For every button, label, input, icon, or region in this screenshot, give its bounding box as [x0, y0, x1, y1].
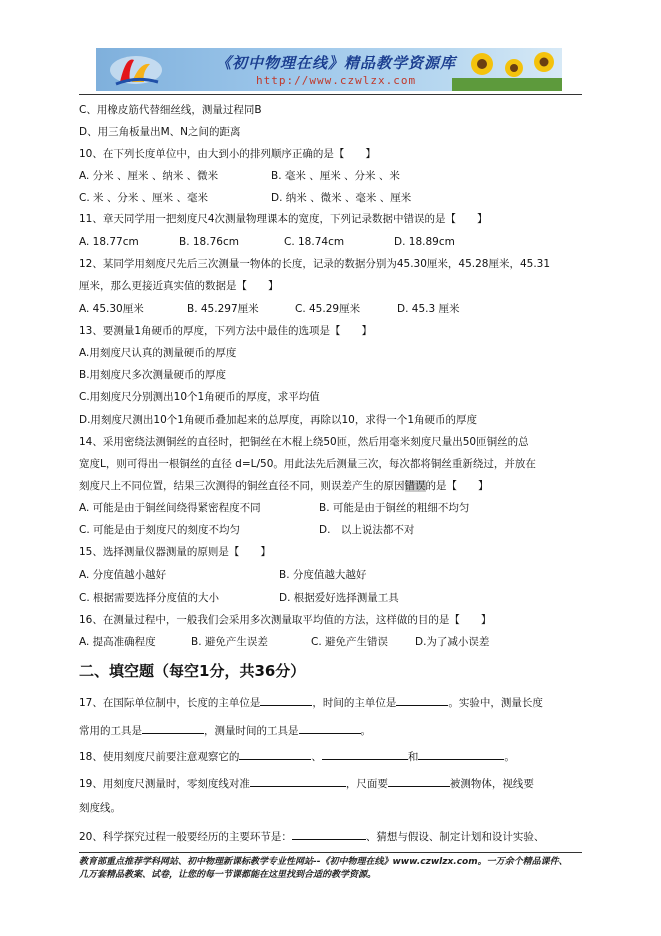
option-d: D.为了减小误差	[415, 636, 490, 648]
footer-line: 几万套精品教案、试卷，让您的每一节课都能在这里找到合适的教学资源。	[79, 870, 377, 880]
footer	[79, 856, 589, 882]
option-b: B. 可能是由于铜丝的粗细不均匀	[319, 502, 470, 514]
option-a: A. 18.77cm	[79, 236, 139, 248]
answer-blank[interactable]	[418, 748, 504, 760]
question-19-cont: 刻度线。	[79, 802, 121, 814]
question-12: 12、某同学用刻度尺先后三次测量一物体的长度，记录的数据分别为45.30厘米，45.28厘米，45.31	[79, 258, 551, 270]
banner-title: 《初中物理在线》精品教学资源库	[216, 54, 457, 72]
answer-blank[interactable]	[299, 722, 361, 734]
option-c: C. 可能是由于刻度尺的刻度不均匀	[79, 524, 241, 536]
option-a: A. 可能是由于铜丝间绕得紧密程度不同	[79, 502, 261, 514]
option-d: D. 45.3 厘米	[397, 303, 460, 315]
header-rule	[79, 94, 582, 95]
header-banner	[96, 48, 562, 91]
text: 20、科学探究过程一般要经历的主要环节是：	[79, 831, 292, 843]
text: ，时间的主单位是	[312, 697, 397, 709]
option-a: A. 提高准确程度	[79, 636, 156, 648]
question-20	[79, 828, 589, 844]
option-b: B.用刻度尺多次测量硬币的厚度	[79, 369, 227, 381]
text: 刻度尺上不同位置，结果三次测得的铜丝直径不同，则误差产生的原因	[79, 480, 405, 492]
option-a: A. 分度值越小越好	[79, 569, 167, 581]
question-11: 11、章天同学用一把刻度尺4次测量物理课本的宽度，下列记录数据中错误的是【 】	[79, 213, 488, 225]
site-logo-icon	[106, 52, 166, 88]
answer-blank[interactable]	[142, 722, 204, 734]
option-b: B. 18.76cm	[179, 236, 239, 248]
text: 常用的工具是	[79, 725, 142, 737]
question-14-cont: 宽度L，则可得出一根铜丝的直径 d=L/50。用此法先后测量三次，每次都将铜丝重新绕过，并放在	[79, 458, 536, 470]
text: 。	[360, 725, 371, 737]
text: 、	[311, 751, 322, 763]
option-b: B. 毫米 、厘米 、分米 、米	[271, 170, 400, 182]
question-10: 10、在下列长度单位中，由大到小的排列顺序正确的是【 】	[79, 148, 376, 160]
question-12-cont: 厘米，那么更接近真实值的数据是【 】	[79, 280, 279, 292]
option-b: B. 避免产生误差	[191, 636, 268, 648]
question-18	[79, 748, 589, 764]
answer-blank[interactable]	[322, 748, 408, 760]
question-15: 15、选择测量仪器测量的原则是【 】	[79, 546, 271, 558]
answer-blank[interactable]	[292, 828, 366, 840]
option-line: C、用橡皮筋代替细丝线，测量过程同B	[79, 104, 262, 116]
answer-blank[interactable]	[239, 748, 311, 760]
question-16: 16、在测量过程中，一般我们会采用多次测量取平均值的方法，这样做的目的是【 】	[79, 614, 492, 626]
question-13: 13、要测量1角硬币的厚度，下列方法中最佳的选项是【 】	[79, 325, 373, 337]
question-17-cont	[79, 722, 589, 738]
option-a: A. 45.30厘米	[79, 303, 144, 315]
option-c: C. 避免产生错误	[311, 636, 389, 648]
text: 被测物体，视线要	[449, 778, 534, 790]
text: ，尺面要	[345, 778, 388, 790]
banner-url[interactable]: http://www.czwlzx.com	[256, 74, 417, 87]
option-b: B. 45.297厘米	[187, 303, 259, 315]
section-heading: 二、填空题（每空1分，共36分）	[79, 662, 306, 680]
question-14: 14、采用密绕法测铜丝的直径时，把铜丝在木棍上绕50匝，然后用毫米刻度尺量出50匝铜丝的总	[79, 436, 529, 448]
option-a: A. 分米 、厘米 、纳米 、微米	[79, 170, 219, 182]
text: 的是【 】	[425, 480, 489, 492]
text: 。	[504, 751, 515, 763]
text: 18、使用刻度尺前要注意观察它的	[79, 751, 240, 763]
footer-rule	[79, 852, 582, 853]
question-19	[79, 775, 589, 791]
option-c: C. 米 、分米 、厘米 、毫米	[79, 192, 209, 204]
answer-blank[interactable]	[260, 694, 312, 706]
option-d: D.用刻度尺测出10个1角硬币叠加起来的总厚度，再除以10，求得一个1角硬币的厚度	[79, 414, 478, 426]
option-d: D. 纳米 、微米 、毫米 、厘米	[271, 192, 412, 204]
question-14-cont	[79, 479, 589, 493]
option-d: D. 18.89cm	[394, 236, 455, 248]
answer-blank[interactable]	[388, 775, 450, 787]
option-d: D. 根据爱好选择测量工具	[279, 592, 399, 604]
option-line: D、用三角板量出M、N之间的距离	[79, 126, 241, 138]
text: ，测量时间的工具是	[204, 725, 299, 737]
question-17	[79, 694, 589, 710]
option-a: A.用刻度尺认真的测量硬币的厚度	[79, 347, 237, 359]
option-c: C. 45.29厘米	[295, 303, 361, 315]
text: 19、用刻度尺测量时，零刻度线对准	[79, 778, 250, 790]
option-c: C. 18.74cm	[284, 236, 345, 248]
sunflower-icon	[452, 48, 562, 91]
option-c: C. 根据需要选择分度值的大小	[79, 592, 220, 604]
text: 17、在国际单位制中，长度的主单位是	[79, 697, 261, 709]
option-d: D. 以上说法都不对	[319, 524, 415, 536]
text: 和	[407, 751, 419, 763]
highlighted-word: 错误	[404, 480, 426, 492]
option-c: C.用刻度尺分别测出10个1角硬币的厚度，求平均值	[79, 391, 320, 403]
text: 。实验中，测量长度	[448, 697, 543, 709]
option-b: B. 分度值越大越好	[279, 569, 367, 581]
text: 、猜想与假设、制定计划和设计实验、	[365, 831, 545, 843]
answer-blank[interactable]	[250, 775, 346, 787]
footer-line: 教育部重点推荐学科网站、初中物理新课标教学专业性网站--《初中物理在线》www.czwlzx.com。一万余个精品课件、	[79, 857, 568, 867]
answer-blank[interactable]	[396, 694, 448, 706]
